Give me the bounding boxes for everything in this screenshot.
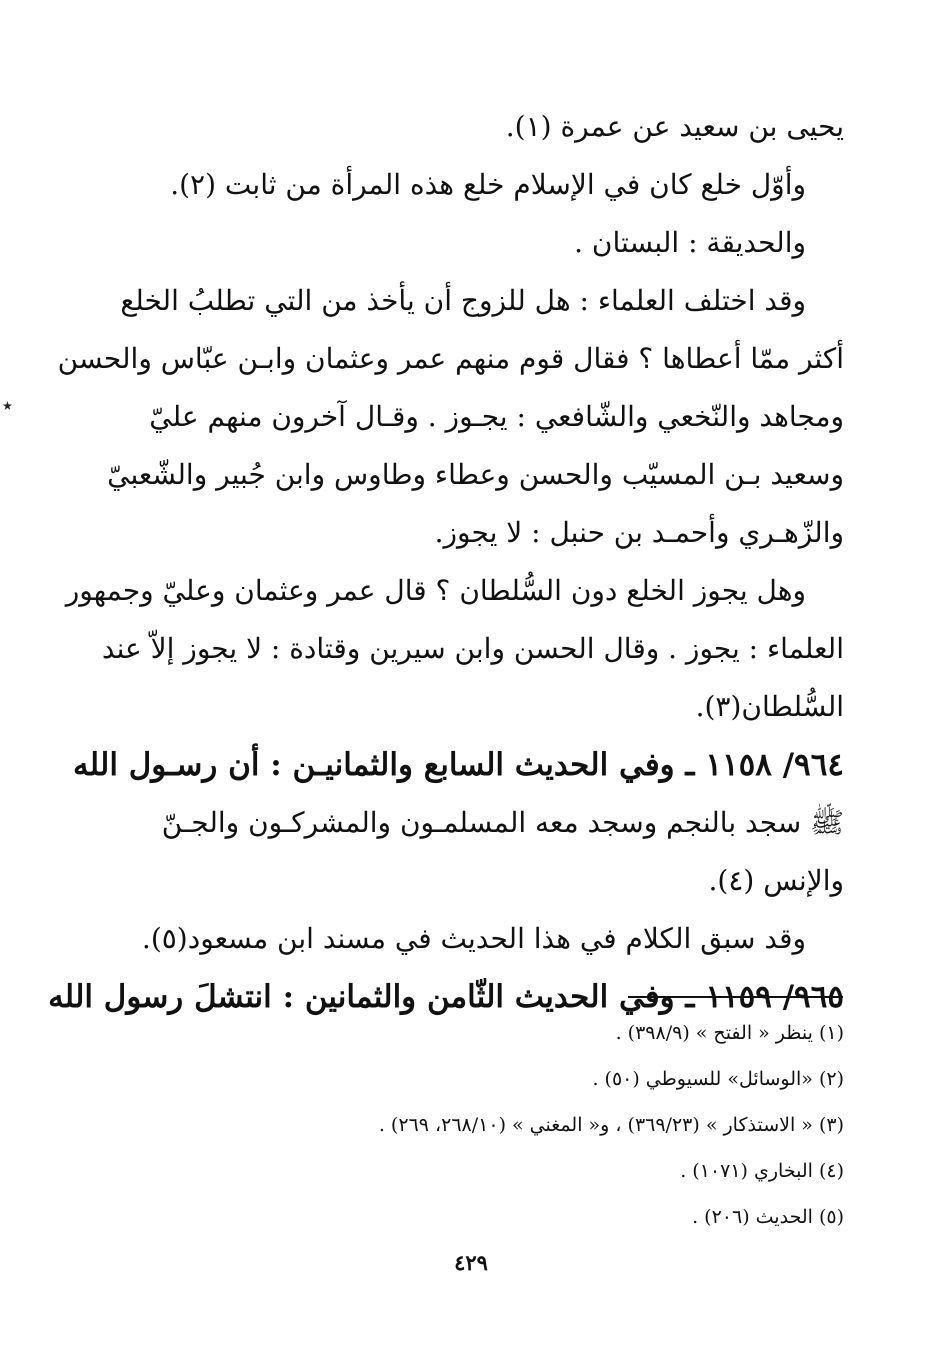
text-line-13: ﷺ سجد بالنجم وسجد معه المسلمـون والمشركـون والجـنّ xyxy=(161,806,844,839)
main-text xyxy=(48,98,844,1026)
text-line-10: العلماء : يجوز . وقال الحسن وابن سيرين وقتادة : لا يجوز إلاّ عند xyxy=(101,632,844,665)
text-line-15: وقد سبق الكلام في هذا الحديث في مسند ابن مسعود(٥). xyxy=(141,922,806,955)
text-line-5: أكثر ممّا أعطاها ؟ فقال قوم منهم عمر وعثمان وابـن عبّاس والحسن xyxy=(57,342,844,375)
footnote-3: (٣) « الاستذكار » (٣٦٩/٢٣) ، و« المغني » (٢٦٨/١٠، ٢٦٩) . xyxy=(378,1114,844,1136)
footnote-4: (٤) البخاري (١٠٧١) . xyxy=(680,1160,844,1182)
text-line-9: وهل يجوز الخلع دون السُّلطان ؟ قال عمر وعثمان وعليّ وجمهور xyxy=(65,574,806,607)
footnote-1: (١) ينظر « الفتح » (٣٩٨/٩) . xyxy=(615,1022,844,1044)
footnote-2: (٢) «الوسائل» للسيوطي (٥٠) . xyxy=(592,1068,844,1090)
footnotes xyxy=(118,1010,844,1240)
text-line-1: يحيى بن سعيد عن عمرة (١). xyxy=(505,110,844,143)
text-line-11: السُّلطان(٣). xyxy=(695,690,844,723)
text-line-14: والإنس (٤). xyxy=(708,864,844,897)
margin-star-mark: ٭ xyxy=(2,393,13,417)
footnote-5: (٥) الحديث (٢٠٦) . xyxy=(692,1206,844,1228)
text-line-8: والزّهـري وأحمـد بن حنبل : لا يجوز. xyxy=(434,516,844,549)
hadith-heading-964: ٩٦٤/ ١١٥٨ ـ وفي الحديث السابع والثمانيـن : أن رسـول الله xyxy=(73,747,844,783)
text-line-7: وسعيد بـن المسيّب والحسن وعطاء وطاوس وابن جُبير والشّعبيّ xyxy=(107,458,844,491)
text-line-2: وأوّل خلع كان في الإسلام خلع هذه المرأة من ثابت (٢). xyxy=(170,168,806,201)
text-line-4: وقد اختلف العلماء : هل للزوج أن يأخذ من التي تطلبُ الخلع xyxy=(120,284,806,317)
page-number: ٤٢٩ xyxy=(454,1250,488,1275)
footnote-divider xyxy=(628,996,843,998)
text-line-3: والحديقة : البستان . xyxy=(574,226,806,259)
text-line-6: ومجاهد والنّخعي والشّافعي : يجـوز . وقـال آخرون منهم عليّ xyxy=(149,400,844,433)
hadith-heading-965: ٩٦٥/ ١١٥٩ ـ وفي الحديث الثّامن والثمانين : انتشلَ رسول الله xyxy=(48,979,844,1015)
